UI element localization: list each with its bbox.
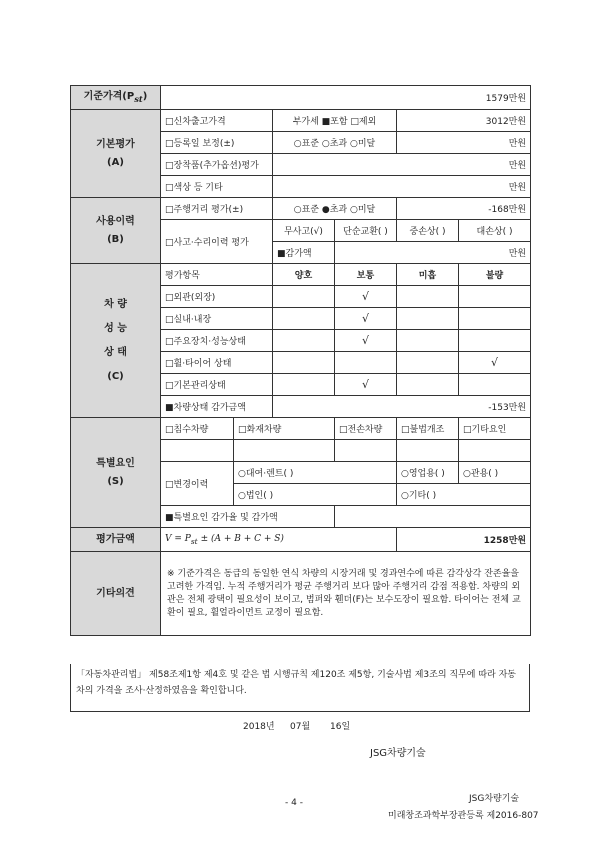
special-total-label: ■특별요인 감가율 및 감가액 [161, 506, 335, 528]
special-item[interactable]: □기타요인 [459, 418, 531, 440]
special-item[interactable]: □불법개조 [397, 418, 459, 440]
perf-mark[interactable] [459, 308, 531, 330]
perf-row-label: □기본관리상태 [161, 374, 273, 396]
special-item[interactable]: □화재차량 [234, 418, 335, 440]
new-car-price-label: □신차출고가격 [161, 110, 273, 132]
perf-mark[interactable]: √ [335, 286, 397, 308]
perf-mark[interactable] [273, 286, 335, 308]
change-opt-other[interactable]: ○기타( ) [397, 484, 531, 506]
page-number: - 4 - [285, 798, 303, 808]
perf-mark[interactable]: √ [335, 308, 397, 330]
perf-label: 차 량 성 능 상 태 (C) [71, 264, 161, 418]
perf-mark[interactable] [273, 352, 335, 374]
perf-mark[interactable] [273, 374, 335, 396]
date-day: 16일 [330, 722, 351, 732]
perf-mark[interactable] [273, 308, 335, 330]
notes-text: ※ 기준가격은 동급의 동일한 연식 차량의 시장거래 및 경과연수에 따른 감각상각 잔존율을 고려한 가격임. 누적 주행거리가 평균 주행거리 보다 많아 주행거리 감점 적용함. 차량의 외관은 전체 광택이 필요성이 보이고, 범퍼와 휀더(F)는 보수도장이 필요함. 타이어는 전체 교환이 필요, 휠얼라이먼트 교정이 필요함. [161, 552, 531, 636]
change-opt-business[interactable]: ○영업용( ) [397, 462, 459, 484]
perf-header-normal: 보통 [335, 264, 397, 286]
perf-mark[interactable] [397, 308, 459, 330]
change-opt-rent[interactable]: ○대여·렌트( ) [234, 462, 397, 484]
equipment-value: 만원 [273, 154, 531, 176]
usage-label: 사용이력 (B) [71, 198, 161, 264]
mileage-value: -168만원 [397, 198, 531, 220]
date-year: 2018년 [243, 722, 275, 732]
perf-mark[interactable]: √ [335, 330, 397, 352]
notes-label: 기타의견 [71, 552, 161, 636]
perf-mark[interactable]: √ [459, 352, 531, 374]
amount-formula: $V = P_{st} \pm (A + B + C + S)$ [161, 528, 397, 552]
change-opt-corp[interactable]: ○법인( ) [234, 484, 397, 506]
perf-row-label: □주요장치·성능상태 [161, 330, 273, 352]
new-car-price-value: 3012만원 [397, 110, 531, 132]
accident-opt-exchange[interactable]: 단순교환( ) [335, 220, 397, 242]
special-item[interactable]: □전손차량 [335, 418, 397, 440]
special-label: 특별요인 (S) [71, 418, 161, 528]
perf-mark[interactable] [397, 352, 459, 374]
accident-label: □사고·수리이력 평가 [161, 220, 273, 264]
color-value: 만원 [273, 176, 531, 198]
perf-header-poor: 미흡 [397, 264, 459, 286]
deduct-value: 만원 [335, 242, 531, 264]
perf-row-label: □휠·타이어 상태 [161, 352, 273, 374]
perf-header-item: 평가항목 [161, 264, 273, 286]
basic-eval-label: 기본평가 (A) [71, 110, 161, 198]
color-label: □색상 등 기타 [161, 176, 273, 198]
perf-row-label: □외관(외장) [161, 286, 273, 308]
base-price-label: 기준가격$(P_{st})$ [71, 86, 161, 110]
special-total-value [335, 506, 531, 528]
amount-value: 1258만원 [397, 528, 531, 552]
mileage-label: □주행거리 평가(±) [161, 198, 273, 220]
footer-registration: 미래창조과학부장관등록 제2016-807 [388, 811, 539, 821]
perf-mark[interactable] [459, 330, 531, 352]
special-item[interactable]: □침수차량 [161, 418, 234, 440]
accident-opt-none[interactable]: 무사고(√) [273, 220, 335, 242]
amount-label: 평가금액 [71, 528, 161, 552]
perf-row-label: □실내·내장 [161, 308, 273, 330]
change-opt-gov[interactable]: ○관용( ) [459, 462, 531, 484]
date-month: 07월 [290, 722, 311, 732]
perf-total-label: ■차량상태 감가금액 [161, 396, 273, 418]
valuation-table [70, 85, 531, 636]
accident-opt-medium[interactable]: 중손상( ) [397, 220, 459, 242]
accident-opt-major[interactable]: 대손상( ) [459, 220, 531, 242]
company-signature: JSG차량기술 [370, 748, 426, 759]
perf-mark[interactable] [397, 286, 459, 308]
equipment-label: □장착품(추가옵션)평가 [161, 154, 273, 176]
perf-mark[interactable] [273, 330, 335, 352]
change-history-label: □변경이력 [161, 462, 234, 506]
reg-date-value: 만원 [397, 132, 531, 154]
perf-header-good: 양호 [273, 264, 335, 286]
vat-option[interactable]: 부가세 ■포함 □제외 [273, 110, 397, 132]
perf-mark[interactable] [335, 352, 397, 374]
reg-date-label: □등록일 보정(±) [161, 132, 273, 154]
perf-total-value: -153만원 [273, 396, 531, 418]
perf-header-bad: 불량 [459, 264, 531, 286]
perf-mark[interactable] [459, 286, 531, 308]
mileage-options[interactable]: ○표준 ●초과 ○미달 [273, 198, 397, 220]
perf-mark[interactable] [397, 374, 459, 396]
deduct-label: ■감가액 [273, 242, 335, 264]
base-price-value: 1579만원 [161, 86, 531, 110]
perf-mark[interactable] [459, 374, 531, 396]
footer-company: JSG차량기술 [469, 794, 520, 804]
perf-mark[interactable] [397, 330, 459, 352]
reg-date-options[interactable]: ○표준 ○초과 ○미달 [273, 132, 397, 154]
perf-mark[interactable]: √ [335, 374, 397, 396]
confirmation-text: 「자동차관리법」 제58조제1항 제4호 및 같은 법 시행규칙 제120조 제5항, 기술사법 제3조의 직무에 따라 자동차의 가격을 조사·산정하였음을 확인합니다. [70, 664, 530, 712]
